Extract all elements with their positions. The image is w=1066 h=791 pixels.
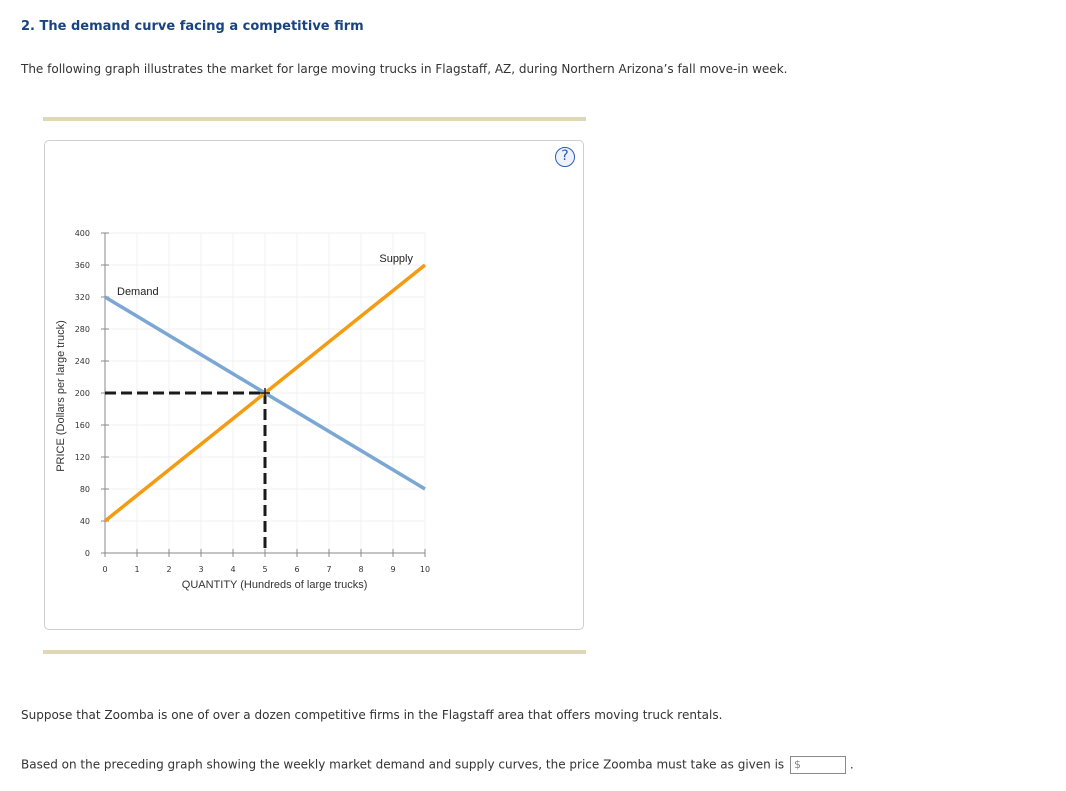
x-tick-label: 3 <box>198 565 204 574</box>
supply-curve-label: Supply <box>379 253 413 265</box>
y-tick-label: 280 <box>74 325 90 334</box>
y-tick-label: 40 <box>79 517 90 526</box>
x-tick-label: 1 <box>134 565 140 574</box>
y-axis-title: PRICE (Dollars per large truck) <box>55 320 67 472</box>
trailing-period: . <box>849 757 854 772</box>
x-tick-label: 2 <box>166 565 172 574</box>
price-answer-input[interactable] <box>790 756 846 774</box>
question-prompt <box>21 756 854 774</box>
y-tick-label: 320 <box>74 293 90 302</box>
y-tick-label: 80 <box>79 485 90 494</box>
x-tick-label: 10 <box>419 565 431 574</box>
demand-curve-label: Demand <box>117 286 159 298</box>
y-tick-label: 400 <box>74 229 90 238</box>
x-tick-label: 9 <box>390 565 396 574</box>
x-tick-label: 0 <box>102 565 108 574</box>
x-tick-label: 8 <box>358 565 364 574</box>
question-title: 2. The demand curve facing a competitive firm <box>21 19 364 34</box>
y-tick-label: 240 <box>74 357 90 366</box>
y-tick-label: 200 <box>74 389 90 398</box>
x-tick-label: 5 <box>262 565 268 574</box>
divider-bottom <box>43 650 586 654</box>
y-tick-label: 360 <box>74 261 90 270</box>
y-tick-label: 160 <box>74 421 90 430</box>
question-prompt-text: Based on the preceding graph showing the weekly market demand and supply curves, the price Zoomba must take as given is <box>21 757 785 772</box>
dollar-prefix: $ <box>794 758 801 771</box>
x-tick-label: 7 <box>326 565 332 574</box>
y-tick-label: 120 <box>74 453 90 462</box>
scenario-text: Suppose that Zoomba is one of over a dozen competitive firms in the Flagstaff area that offers moving truck rentals. <box>21 708 723 722</box>
x-axis-title: QUANTITY (Hundreds of large trucks) <box>181 579 368 591</box>
x-tick-label: 4 <box>230 565 236 574</box>
intro-text: The following graph illustrates the market for large moving trucks in Flagstaff, AZ, during Northern Arizona’s fall move-in week. <box>21 62 788 76</box>
help-icon-button[interactable]: ? <box>555 147 575 167</box>
y-tick-label: 0 <box>84 549 90 558</box>
x-tick-label: 6 <box>294 565 300 574</box>
